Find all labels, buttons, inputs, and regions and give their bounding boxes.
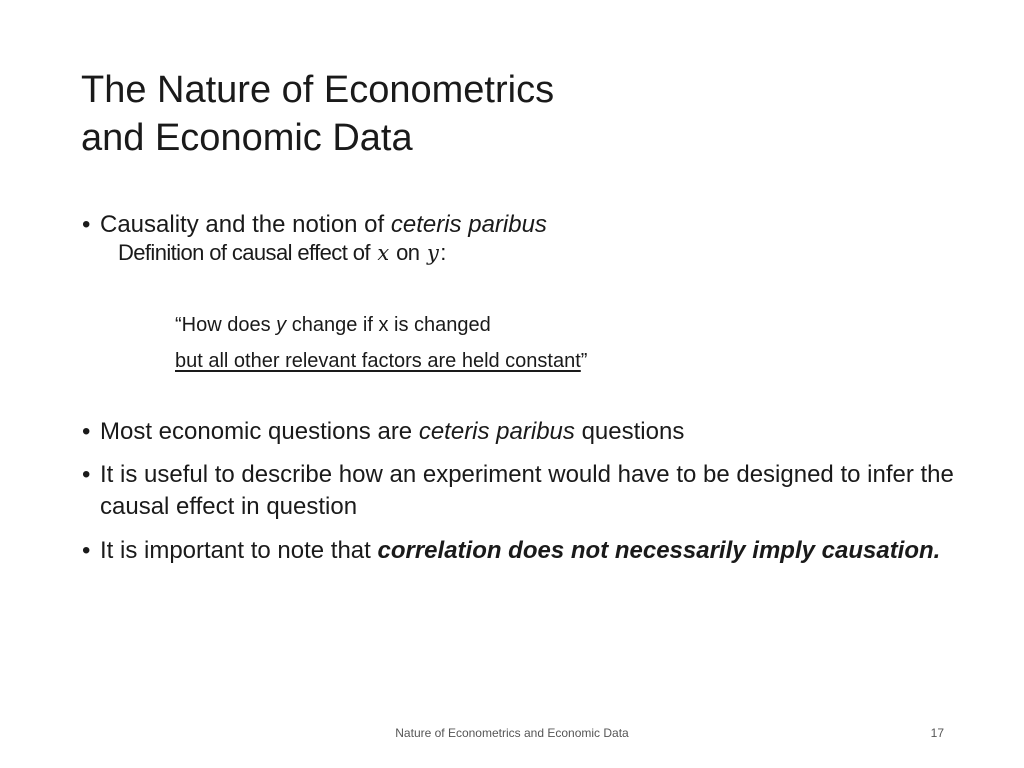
slide-footer: Nature of Econometrics and Economic Data — [395, 726, 629, 740]
bullet-dot: • — [82, 537, 91, 564]
title-line-1: The Nature of Econometrics — [81, 69, 555, 111]
bullet-causality — [82, 209, 962, 241]
definition-colon: : — [440, 240, 446, 265]
quote-underlined-text: but all other relevant factors are held constant — [175, 350, 581, 372]
page-number: 17 — [930, 726, 944, 740]
bullet-correlation-causation — [82, 535, 962, 567]
quote-variable-y: y — [276, 314, 287, 336]
quote-close: ” — [580, 350, 588, 372]
bullet-text-emphasis: ceteris paribus — [418, 418, 575, 445]
variable-y: y — [426, 241, 439, 265]
quote-open: “How does — [175, 314, 277, 336]
bullet-experiment-design — [82, 459, 962, 523]
bullet-dot: • — [82, 418, 91, 445]
slide-title — [81, 66, 554, 162]
definition-line — [118, 239, 446, 267]
bullet-text — [100, 535, 962, 567]
variable-x: x — [377, 241, 389, 265]
bullet-ceteris-paribus-questions — [82, 416, 962, 448]
bullet-text: It is useful to describe how an experiment would have to be designed to infer the causal effect in question — [100, 461, 954, 520]
title-line-2: and Economic Data — [81, 117, 413, 159]
definition-on: on — [390, 240, 425, 265]
quote-rest: change if x is changed — [286, 314, 491, 336]
bullet-text-tail: questions — [574, 418, 685, 445]
bullet-text-plain: It is important to note that — [100, 537, 378, 564]
quote-line-2 — [175, 348, 587, 374]
bullet-text — [100, 416, 962, 448]
quote-line-1 — [175, 312, 491, 338]
definition-text: Definition of causal effect of — [118, 240, 376, 265]
bullet-dot: • — [82, 211, 91, 238]
bullet-dot: • — [82, 461, 91, 488]
bullet-text-emphasis: ceteris paribus — [390, 211, 547, 238]
bullet-text — [100, 209, 962, 241]
bullet-text-plain: Causality and the notion of — [100, 211, 391, 238]
bullet-text-plain: Most economic questions are — [100, 418, 419, 445]
bullet-text-strong-emphasis: correlation does not necessarily imply causation. — [377, 537, 941, 564]
